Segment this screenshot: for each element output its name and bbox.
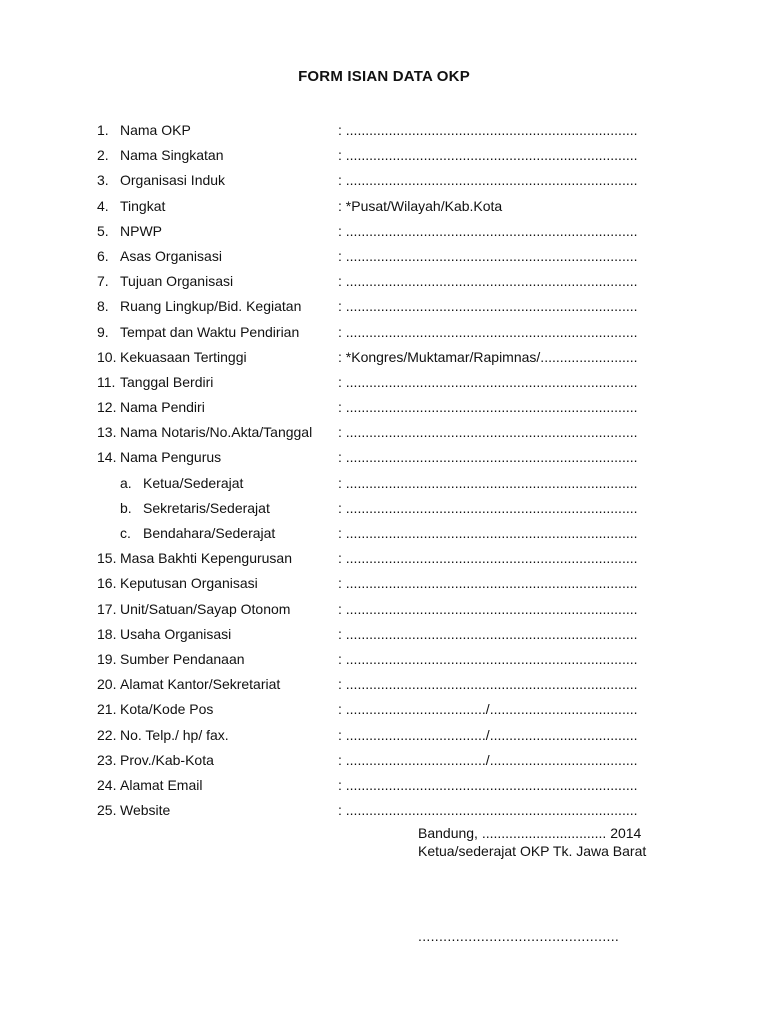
form-subfield-row <box>0 496 768 521</box>
field-label: NPWP <box>120 222 162 239</box>
field-label: Masa Bakhti Kepengurusan <box>120 550 292 567</box>
field-number: 9. <box>97 323 109 340</box>
field-number: 19. <box>97 650 117 667</box>
field-label: No. Telp./ hp/ fax. <box>120 726 229 743</box>
field-value: : ........................................................................... <box>338 550 638 567</box>
form-field-row <box>0 571 768 596</box>
field-value: : ........................................................................... <box>338 650 638 667</box>
form-field-row <box>0 244 768 269</box>
field-label: Bendahara/Sederajat <box>143 525 276 541</box>
field-label: Unit/Satuan/Sayap Otonom <box>120 600 291 617</box>
field-value: : ........................................................................... <box>338 575 638 592</box>
form-field-row <box>0 697 768 722</box>
field-label: Nama Singkatan <box>120 147 224 164</box>
field-label: Tingkat <box>120 197 166 214</box>
field-number: 15. <box>97 550 117 567</box>
field-number: 8. <box>97 298 109 315</box>
field-number: 11. <box>97 373 116 390</box>
field-value: : ........................................................................... <box>338 499 638 516</box>
form-field-row <box>0 773 768 798</box>
form-field-row <box>0 320 768 345</box>
form-field-row <box>0 219 768 244</box>
field-number: 16. <box>97 575 117 592</box>
field-label: Website <box>120 802 171 819</box>
field-value: : ..................................../...................................... <box>338 701 638 718</box>
field-value: : ........................................................................... <box>338 399 638 416</box>
signature-position: Ketua/sederajat OKP Tk. Jawa Barat <box>418 843 647 859</box>
form-field-row <box>0 798 768 823</box>
field-label: Sekretaris/Sederajat <box>143 499 270 516</box>
field-label: Nama Pendiri <box>120 399 205 416</box>
field-number: b. <box>120 499 132 516</box>
field-value: : ........................................................................... <box>338 676 638 693</box>
field-number: 3. <box>97 172 109 189</box>
field-number: 25. <box>97 802 117 819</box>
field-value: : ........................................................................... <box>338 147 638 164</box>
form-subfield-row <box>0 471 768 496</box>
form-field-row <box>0 647 768 672</box>
field-value: : ........................................................................... <box>338 323 638 340</box>
signature-block <box>418 824 646 860</box>
field-label: Usaha Organisasi <box>120 625 232 642</box>
field-value: : ..................................../...................................... <box>338 751 638 768</box>
field-number: 21. <box>97 701 117 718</box>
field-label: Asas Organisasi <box>120 247 222 264</box>
field-number: 13. <box>97 424 117 441</box>
form-field-row <box>0 622 768 647</box>
field-label: Tujuan Organisasi <box>120 273 234 290</box>
field-label: Alamat Kantor/Sekretariat <box>120 676 281 693</box>
field-number: 6. <box>97 247 109 264</box>
field-label: Ruang Lingkup/Bid. Kegiatan <box>120 298 302 315</box>
field-number: c. <box>120 525 131 541</box>
field-label: Nama Notaris/No.Akta/Tanggal <box>120 424 313 441</box>
form-field-row <box>0 546 768 571</box>
field-label: Kota/Kode Pos <box>120 701 214 718</box>
form-field-row <box>0 143 768 168</box>
form-field-row <box>0 420 768 445</box>
field-number: 18. <box>97 625 117 642</box>
field-label: Alamat Email <box>120 776 203 793</box>
field-number: 7. <box>97 273 109 290</box>
field-label: Tanggal Berdiri <box>120 373 214 390</box>
field-label: Nama OKP <box>120 122 191 138</box>
field-number: a. <box>120 474 132 491</box>
signature-place-date: Bandung, ................................ 2014 <box>418 825 642 841</box>
signature-line: ................................................ <box>418 928 620 944</box>
field-value: : ........................................................................... <box>338 525 638 541</box>
field-number: 24. <box>97 776 117 793</box>
field-number: 12. <box>97 399 117 416</box>
form-subfield-row <box>0 521 768 546</box>
form-field-row <box>0 748 768 773</box>
form-field-row <box>0 395 768 420</box>
field-label: Organisasi Induk <box>120 172 226 189</box>
field-number: 5. <box>97 222 109 239</box>
field-number: 14. <box>97 449 117 466</box>
field-value: : ........................................................................... <box>338 373 638 390</box>
form-field-row <box>0 294 768 319</box>
field-value: : ........................................................................... <box>338 474 638 491</box>
field-label: Keputusan Organisasi <box>120 575 258 592</box>
form-field-row <box>0 672 768 697</box>
form-field-row <box>0 118 768 143</box>
field-value: : *Pusat/Wilayah/Kab.Kota <box>338 197 503 214</box>
field-label: Nama Pengurus <box>120 449 222 466</box>
form-field-row <box>0 370 768 395</box>
field-label: Sumber Pendanaan <box>120 650 245 667</box>
field-number: 17. <box>97 600 117 617</box>
field-value: : ........................................................................... <box>338 122 638 138</box>
field-number: 4. <box>97 197 109 214</box>
form-field-row <box>0 269 768 294</box>
field-number: 20. <box>97 676 117 693</box>
field-label: Prov./Kab-Kota <box>120 751 214 768</box>
field-value: : ..................................../...................................... <box>338 726 638 743</box>
field-value: : ........................................................................... <box>338 247 638 264</box>
field-number: 10. <box>97 348 117 365</box>
form-field-row <box>0 345 768 370</box>
field-value: : ........................................................................... <box>338 273 638 290</box>
field-number: 1. <box>97 122 109 138</box>
field-value: : ........................................................................... <box>338 625 638 642</box>
field-value: : ........................................................................... <box>338 298 638 315</box>
form-field-row <box>0 168 768 193</box>
form-field-row <box>0 445 768 470</box>
field-number: 2. <box>97 147 109 164</box>
field-number: 22. <box>97 726 117 743</box>
field-value: : ........................................................................... <box>338 776 638 793</box>
form-field-row <box>0 597 768 622</box>
field-label: Kekuasaan Tertinggi <box>120 348 247 365</box>
field-number: 23. <box>97 751 117 768</box>
form-field-row <box>0 723 768 748</box>
form-title: FORM ISIAN DATA OKP <box>298 68 470 85</box>
field-label: Tempat dan Waktu Pendirian <box>120 323 300 340</box>
form-fields <box>0 118 768 823</box>
field-value: : ........................................................................... <box>338 172 638 189</box>
field-label: Ketua/Sederajat <box>143 474 244 491</box>
field-value: : ........................................................................... <box>338 449 638 466</box>
field-value: : ........................................................................... <box>338 600 638 617</box>
field-value: : ........................................................................... <box>338 424 638 441</box>
form-field-row <box>0 194 768 219</box>
field-value: : ........................................................................... <box>338 802 638 819</box>
field-value: : ........................................................................... <box>338 222 638 239</box>
field-value: : *Kongres/Muktamar/Rapimnas/......................... <box>338 348 638 365</box>
